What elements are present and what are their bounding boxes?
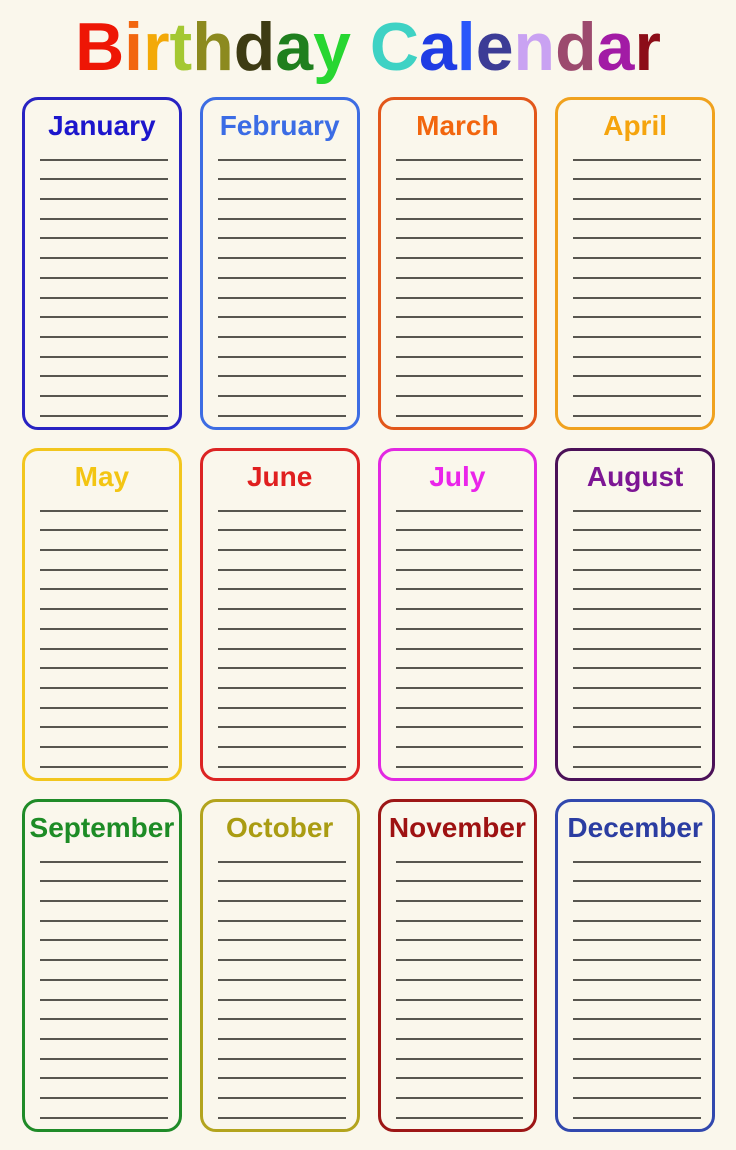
entry-line (396, 318, 524, 338)
entry-line (218, 571, 346, 591)
entry-line (218, 863, 346, 883)
entry-line (218, 709, 346, 729)
month-card-december (555, 799, 715, 1132)
entry-line (40, 610, 168, 630)
month-title-july: July (429, 461, 486, 492)
entry-line (218, 161, 346, 181)
entry-line (573, 630, 701, 650)
month-card-february (200, 97, 360, 430)
entry-line (573, 512, 701, 532)
entry-lines (381, 492, 535, 768)
entry-line (218, 882, 346, 902)
entry-line (573, 590, 701, 610)
entry-line (40, 630, 168, 650)
title-letter: r (143, 8, 170, 85)
entry-line (40, 1099, 168, 1119)
entry-line (40, 141, 168, 161)
entry-line (573, 669, 701, 689)
entry-line (573, 1079, 701, 1099)
entry-line (573, 571, 701, 591)
entry-line (40, 299, 168, 319)
entry-line (218, 318, 346, 338)
entry-line (396, 961, 524, 981)
entry-line (218, 141, 346, 161)
entry-line (396, 512, 524, 532)
entry-lines (25, 843, 179, 1119)
entry-line (40, 748, 168, 768)
entry-line (573, 299, 701, 319)
month-title-february: February (219, 110, 340, 141)
month-title-december: December (567, 812, 703, 843)
entry-line (573, 902, 701, 922)
entry-line (40, 239, 168, 259)
entry-line (573, 1040, 701, 1060)
entry-line (396, 728, 524, 748)
entry-line (218, 279, 346, 299)
entry-lines (203, 492, 357, 768)
month-title-march: March (416, 110, 499, 141)
month-card-september (22, 799, 182, 1132)
entry-lines (381, 141, 535, 417)
entry-line (573, 377, 701, 397)
entry-line (396, 161, 524, 181)
entry-line (396, 590, 524, 610)
entry-line (218, 650, 346, 670)
month-title-april: April (603, 110, 668, 141)
entry-line (396, 200, 524, 220)
entry-line (218, 239, 346, 259)
entry-line (573, 882, 701, 902)
entry-line (396, 397, 524, 417)
entry-line (573, 492, 701, 512)
entry-line (218, 1040, 346, 1060)
entry-lines (558, 492, 712, 768)
entry-line (573, 922, 701, 942)
month-card-april (555, 97, 715, 430)
entry-line (396, 1040, 524, 1060)
entry-line (573, 863, 701, 883)
entry-line (396, 377, 524, 397)
entry-line (218, 728, 346, 748)
entry-line (396, 180, 524, 200)
entry-line (40, 161, 168, 181)
entry-line (396, 239, 524, 259)
entry-line (396, 531, 524, 551)
entry-line (218, 397, 346, 417)
entry-line (218, 1020, 346, 1040)
title-letter: e (475, 8, 514, 85)
entry-line (218, 981, 346, 1001)
entry-line (218, 1079, 346, 1099)
entry-line (40, 551, 168, 571)
month-card-august (555, 448, 715, 781)
entry-line (218, 590, 346, 610)
entry-line (396, 279, 524, 299)
month-card-july (378, 448, 538, 781)
entry-line (218, 1099, 346, 1119)
entry-line (40, 512, 168, 532)
title-letter: h (192, 8, 234, 85)
entry-line (396, 863, 524, 883)
entry-line (40, 941, 168, 961)
entry-line (40, 981, 168, 1001)
title-letter: C (369, 8, 419, 85)
entry-line (396, 299, 524, 319)
entry-line (573, 397, 701, 417)
entry-line (396, 1060, 524, 1080)
entry-line (40, 709, 168, 729)
entry-line (40, 531, 168, 551)
month-title-january: January (48, 110, 156, 141)
entry-line (40, 220, 168, 240)
title-bar (0, 0, 736, 97)
entry-lines (25, 492, 179, 768)
entry-line (40, 1001, 168, 1021)
entry-line (396, 689, 524, 709)
entry-line (40, 650, 168, 670)
month-title-august: August (586, 461, 684, 492)
entry-line (40, 318, 168, 338)
entry-line (40, 689, 168, 709)
entry-line (573, 709, 701, 729)
entry-line (40, 259, 168, 279)
entry-lines (25, 141, 179, 417)
entry-lines (558, 843, 712, 1119)
entry-lines (381, 843, 535, 1119)
entry-line (573, 650, 701, 670)
title-space (351, 9, 370, 85)
entry-line (573, 843, 701, 863)
entry-line (573, 748, 701, 768)
month-card-january (22, 97, 182, 430)
entry-line (218, 843, 346, 863)
entry-line (396, 843, 524, 863)
entry-line (40, 922, 168, 942)
title-letter: d (555, 8, 597, 85)
entry-line (396, 610, 524, 630)
entry-line (573, 200, 701, 220)
entry-line (218, 180, 346, 200)
entry-line (396, 709, 524, 729)
entry-line (218, 941, 346, 961)
entry-line (40, 1060, 168, 1080)
entry-line (218, 200, 346, 220)
entry-line (396, 650, 524, 670)
entry-line (396, 358, 524, 378)
entry-line (40, 863, 168, 883)
entry-line (573, 689, 701, 709)
entry-line (573, 1020, 701, 1040)
month-card-november (378, 799, 538, 1132)
title-letter: a (596, 8, 635, 85)
entry-line (218, 922, 346, 942)
entry-line (396, 1099, 524, 1119)
entry-line (396, 1020, 524, 1040)
entry-line (218, 338, 346, 358)
entry-line (396, 669, 524, 689)
title-letter: y (313, 8, 351, 85)
entry-line (218, 689, 346, 709)
entry-line (218, 748, 346, 768)
entry-line (573, 318, 701, 338)
entry-line (40, 180, 168, 200)
entry-line (218, 220, 346, 240)
entry-line (396, 338, 524, 358)
entry-line (573, 531, 701, 551)
entry-line (218, 902, 346, 922)
entry-line (573, 259, 701, 279)
entry-line (573, 728, 701, 748)
entry-line (40, 882, 168, 902)
entry-line (396, 1079, 524, 1099)
entry-line (396, 571, 524, 591)
entry-line (40, 200, 168, 220)
entry-line (573, 180, 701, 200)
entry-line (218, 259, 346, 279)
entry-line (218, 961, 346, 981)
entry-line (218, 358, 346, 378)
entry-line (573, 239, 701, 259)
entry-line (573, 981, 701, 1001)
entry-line (573, 338, 701, 358)
entry-line (218, 1060, 346, 1080)
entry-line (573, 1001, 701, 1021)
entry-line (40, 338, 168, 358)
entry-line (396, 902, 524, 922)
entry-line (40, 1020, 168, 1040)
entry-line (573, 220, 701, 240)
entry-line (40, 590, 168, 610)
entry-line (396, 922, 524, 942)
entry-line (573, 1099, 701, 1119)
entry-line (573, 551, 701, 571)
entry-line (396, 630, 524, 650)
months-grid (0, 97, 736, 1132)
entry-line (218, 669, 346, 689)
entry-line (40, 279, 168, 299)
entry-line (218, 377, 346, 397)
title-letter: B (75, 8, 125, 85)
entry-lines (558, 141, 712, 417)
month-card-march (378, 97, 538, 430)
entry-line (40, 669, 168, 689)
entry-line (218, 551, 346, 571)
entry-line (218, 492, 346, 512)
entry-line (396, 220, 524, 240)
title-letter: n (513, 8, 556, 85)
entry-line (573, 279, 701, 299)
title-letter: d (233, 8, 276, 85)
entry-line (40, 728, 168, 748)
month-title-september: September (29, 812, 175, 843)
entry-line (396, 492, 524, 512)
entry-line (218, 512, 346, 532)
entry-line (40, 1040, 168, 1060)
month-card-june (200, 448, 360, 781)
entry-lines (203, 843, 357, 1119)
entry-line (40, 1079, 168, 1099)
entry-line (573, 358, 701, 378)
title-letter: l (456, 8, 476, 85)
entry-line (40, 902, 168, 922)
title-letter: a (418, 8, 457, 85)
entry-line (218, 531, 346, 551)
entry-lines (203, 141, 357, 417)
entry-line (396, 748, 524, 768)
entry-line (218, 630, 346, 650)
entry-line (218, 1001, 346, 1021)
entry-line (396, 1001, 524, 1021)
entry-line (573, 941, 701, 961)
entry-line (218, 299, 346, 319)
entry-line (396, 141, 524, 161)
entry-line (573, 161, 701, 181)
entry-line (40, 377, 168, 397)
entry-line (40, 843, 168, 863)
page-title (75, 8, 661, 85)
entry-line (573, 1060, 701, 1080)
month-title-june: June (246, 461, 313, 492)
entry-line (396, 941, 524, 961)
month-title-october: October (225, 812, 334, 843)
entry-line (40, 961, 168, 981)
month-card-october (200, 799, 360, 1132)
month-title-may: May (74, 461, 130, 492)
month-card-may (22, 448, 182, 781)
entry-line (573, 141, 701, 161)
entry-line (40, 492, 168, 512)
title-letter: r (634, 8, 661, 85)
title-letter: t (169, 8, 193, 85)
entry-line (396, 981, 524, 1001)
entry-line (396, 551, 524, 571)
entry-line (218, 610, 346, 630)
title-letter: i (124, 8, 144, 85)
entry-line (573, 610, 701, 630)
entry-line (40, 571, 168, 591)
month-title-november: November (388, 812, 526, 843)
entry-line (396, 259, 524, 279)
title-letter: a (275, 8, 314, 85)
entry-line (40, 397, 168, 417)
entry-line (396, 882, 524, 902)
entry-line (40, 358, 168, 378)
entry-line (573, 961, 701, 981)
